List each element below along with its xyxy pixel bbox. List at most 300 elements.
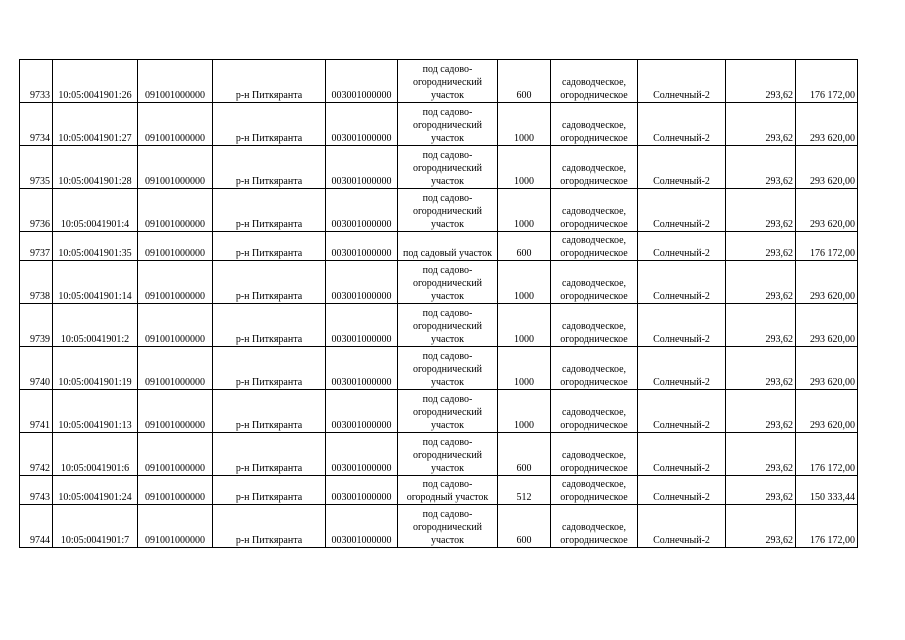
row-number-cell xyxy=(20,261,53,304)
cadastral-rate-cell xyxy=(726,60,796,103)
okato-code-cell-text: 091001000000 xyxy=(145,334,205,345)
cadastral-value-cell-text: 293 620,00 xyxy=(810,219,855,230)
settlement-cell xyxy=(638,60,726,103)
oktmo-code-cell xyxy=(326,347,398,390)
okato-code-cell xyxy=(138,505,213,548)
okato-code-cell xyxy=(138,146,213,189)
permitted-use-cell-line: под садово- xyxy=(422,509,473,520)
table-row xyxy=(20,146,858,189)
district-cell-text: р-н Питкяранта xyxy=(235,492,303,503)
cadastral-number-cell-text: 10:05:0041901:4 xyxy=(60,219,130,230)
cadastral-number-cell-text: 10:05:0041901:2 xyxy=(60,334,130,345)
settlement-cell-text: Солнечный-2 xyxy=(653,377,710,388)
oktmo-code-cell-text: 003001000000 xyxy=(331,334,392,345)
settlement-cell xyxy=(638,304,726,347)
cadastral-rate-cell-text: 293,62 xyxy=(765,90,793,101)
area-cell xyxy=(498,390,551,433)
land-category-cell-line: огородническое xyxy=(560,133,628,144)
area-cell xyxy=(498,232,551,261)
district-cell xyxy=(213,476,326,505)
row-number-cell xyxy=(20,433,53,476)
okato-code-cell xyxy=(138,103,213,146)
area-cell-text: 600 xyxy=(516,248,532,259)
settlement-cell-text: Солнечный-2 xyxy=(653,463,710,474)
district-cell-text: р-н Питкяранта xyxy=(235,133,303,144)
land-category-cell-line: огородническое xyxy=(560,291,628,302)
table-row xyxy=(20,261,858,304)
okato-code-cell xyxy=(138,304,213,347)
cadastral-value-cell-text: 293 620,00 xyxy=(810,291,855,302)
cadastral-rate-cell-text: 293,62 xyxy=(765,420,793,431)
cadastral-rate-cell xyxy=(726,103,796,146)
okato-code-cell xyxy=(138,433,213,476)
cadastral-number-cell-text: 10:05:0041901:35 xyxy=(58,248,132,259)
cadastral-value-cell xyxy=(796,60,858,103)
okato-code-cell-text: 091001000000 xyxy=(145,248,205,259)
permitted-use-cell-line: участок xyxy=(430,463,464,474)
land-category-cell-line: огородническое xyxy=(560,463,628,474)
district-cell-text: р-н Питкяранта xyxy=(235,90,303,101)
permitted-use-cell-line: участок xyxy=(430,377,464,388)
cadastral-rate-cell-text: 293,62 xyxy=(765,219,793,230)
settlement-cell-text: Солнечный-2 xyxy=(653,291,710,302)
settlement-cell-text: Солнечный-2 xyxy=(653,420,710,431)
land-category-cell xyxy=(551,476,638,505)
cadastral-number-cell xyxy=(53,505,138,548)
area-cell-text: 1000 xyxy=(514,334,534,345)
land-category-cell-line: садоводческое, xyxy=(561,364,627,375)
table-row xyxy=(20,476,858,505)
permitted-use-cell xyxy=(398,304,498,347)
permitted-use-cell-line: под садово- xyxy=(422,351,473,362)
row-number-cell-text: 9735 xyxy=(30,176,50,187)
permitted-use-cell xyxy=(398,476,498,505)
settlement-cell-text: Солнечный-2 xyxy=(653,248,710,259)
row-number-cell-text: 9739 xyxy=(30,334,50,345)
cadastral-number-cell xyxy=(53,60,138,103)
permitted-use-cell-line: под садово- xyxy=(422,193,473,204)
district-cell-text: р-н Питкяранта xyxy=(235,463,303,474)
land-category-cell-line: садоводческое, xyxy=(561,120,627,131)
oktmo-code-cell-text: 003001000000 xyxy=(331,377,392,388)
okato-code-cell-text: 091001000000 xyxy=(145,377,205,388)
settlement-cell xyxy=(638,476,726,505)
land-category-cell-line: огородническое xyxy=(560,420,628,431)
cadastral-number-cell xyxy=(53,347,138,390)
permitted-use-cell xyxy=(398,433,498,476)
table-row xyxy=(20,390,858,433)
permitted-use-cell-line: под садово- xyxy=(422,265,473,276)
cadastral-number-cell-text: 10:05:0041901:24 xyxy=(58,492,132,503)
okato-code-cell xyxy=(138,189,213,232)
district-cell-text: р-н Питкяранта xyxy=(235,334,303,345)
cadastral-number-cell-text: 10:05:0041901:26 xyxy=(58,90,132,101)
land-category-cell xyxy=(551,232,638,261)
permitted-use-cell-line: участок xyxy=(430,535,464,546)
settlement-cell-text: Солнечный-2 xyxy=(653,492,710,503)
settlement-cell-text: Солнечный-2 xyxy=(653,176,710,187)
oktmo-code-cell xyxy=(326,232,398,261)
area-cell xyxy=(498,103,551,146)
cadastral-number-cell-text: 10:05:0041901:13 xyxy=(58,420,132,431)
permitted-use-cell-line: под садово- xyxy=(422,394,473,405)
settlement-cell xyxy=(638,261,726,304)
okato-code-cell xyxy=(138,476,213,505)
row-number-cell xyxy=(20,390,53,433)
cadastral-number-cell-text: 10:05:0041901:27 xyxy=(58,133,132,144)
cadastral-rate-cell xyxy=(726,189,796,232)
cadastral-value-cell xyxy=(796,433,858,476)
district-cell-text: р-н Питкяранта xyxy=(235,420,303,431)
permitted-use-cell-line: участок xyxy=(430,133,464,144)
district-cell-text: р-н Питкяранта xyxy=(235,176,303,187)
row-number-cell-text: 9733 xyxy=(30,90,50,101)
oktmo-code-cell-text: 003001000000 xyxy=(331,535,392,546)
cadastral-value-cell xyxy=(796,390,858,433)
district-cell xyxy=(213,261,326,304)
district-cell xyxy=(213,146,326,189)
permitted-use-cell-line: огороднический xyxy=(412,407,483,418)
permitted-use-cell xyxy=(398,232,498,261)
cadastral-rate-cell xyxy=(726,347,796,390)
cadastral-value-cell xyxy=(796,232,858,261)
permitted-use-cell xyxy=(398,189,498,232)
land-category-cell xyxy=(551,146,638,189)
cadastral-number-cell xyxy=(53,189,138,232)
okato-code-cell xyxy=(138,390,213,433)
row-number-cell-text: 9734 xyxy=(30,133,50,144)
area-cell-text: 512 xyxy=(516,492,532,503)
permitted-use-cell-line: огороднический xyxy=(412,163,483,174)
table-row xyxy=(20,60,858,103)
land-category-cell-line: садоводческое, xyxy=(561,278,627,289)
cadastral-value-cell-text: 293 620,00 xyxy=(810,133,855,144)
area-cell xyxy=(498,505,551,548)
settlement-cell xyxy=(638,146,726,189)
land-category-cell xyxy=(551,304,638,347)
row-number-cell-text: 9744 xyxy=(30,535,50,546)
permitted-use-cell xyxy=(398,103,498,146)
permitted-use-cell-line: огороднический xyxy=(412,206,483,217)
district-cell-text: р-н Питкяранта xyxy=(235,248,303,259)
permitted-use-cell-line: под садово- xyxy=(422,150,473,161)
district-cell xyxy=(213,347,326,390)
area-cell xyxy=(498,304,551,347)
cadastral-value-cell-text: 150 333,44 xyxy=(810,492,855,503)
area-cell-text: 1000 xyxy=(514,176,534,187)
row-number-cell xyxy=(20,103,53,146)
okato-code-cell-text: 091001000000 xyxy=(145,90,205,101)
cadastral-number-cell xyxy=(53,232,138,261)
land-category-cell-line: садоводческое, xyxy=(561,321,627,332)
settlement-cell-text: Солнечный-2 xyxy=(653,219,710,230)
oktmo-code-cell xyxy=(326,390,398,433)
permitted-use-cell-line: под садово- xyxy=(422,64,473,75)
area-cell-text: 1000 xyxy=(514,291,534,302)
land-category-cell-line: садоводческое, xyxy=(561,206,627,217)
permitted-use-cell xyxy=(398,146,498,189)
area-cell-text: 600 xyxy=(516,90,532,101)
oktmo-code-cell-text: 003001000000 xyxy=(331,420,392,431)
cadastral-value-cell xyxy=(796,347,858,390)
settlement-cell-text: Солнечный-2 xyxy=(653,334,710,345)
permitted-use-cell-line: участок xyxy=(430,176,464,187)
district-cell xyxy=(213,103,326,146)
cadastral-rate-cell-text: 293,62 xyxy=(765,377,793,388)
okato-code-cell-text: 091001000000 xyxy=(145,535,205,546)
cadastral-number-cell-text: 10:05:0041901:7 xyxy=(60,535,130,546)
cadastral-rate-cell xyxy=(726,433,796,476)
cadastral-rate-cell xyxy=(726,232,796,261)
row-number-cell-text: 9737 xyxy=(30,248,50,259)
cadastral-value-cell xyxy=(796,189,858,232)
okato-code-cell-text: 091001000000 xyxy=(145,219,205,230)
table-body xyxy=(20,60,858,548)
land-category-cell xyxy=(551,433,638,476)
okato-code-cell xyxy=(138,60,213,103)
cadastral-value-cell xyxy=(796,476,858,505)
row-number-cell-text: 9736 xyxy=(30,219,50,230)
table-row xyxy=(20,189,858,232)
cadastral-value-cell-text: 293 620,00 xyxy=(810,334,855,345)
cadastral-rate-cell xyxy=(726,146,796,189)
land-category-cell-line: садоводческое, xyxy=(561,407,627,418)
okato-code-cell-text: 091001000000 xyxy=(145,176,205,187)
area-cell xyxy=(498,261,551,304)
land-category-cell-line: садоводческое, xyxy=(561,522,627,533)
land-category-cell xyxy=(551,189,638,232)
okato-code-cell xyxy=(138,347,213,390)
cadastral-value-cell-text: 293 620,00 xyxy=(810,377,855,388)
cadastral-value-cell-text: 176 172,00 xyxy=(810,535,855,546)
area-cell xyxy=(498,146,551,189)
permitted-use-cell-line: огороднический xyxy=(412,77,483,88)
area-cell-text: 600 xyxy=(516,535,532,546)
land-category-cell-line: огородническое xyxy=(560,248,628,259)
cadastral-number-cell xyxy=(53,390,138,433)
land-category-cell-line: садоводческое, xyxy=(561,163,627,174)
oktmo-code-cell-text: 003001000000 xyxy=(331,463,392,474)
row-number-cell-text: 9741 xyxy=(30,420,50,431)
cadastral-rate-cell-text: 293,62 xyxy=(765,334,793,345)
table-row xyxy=(20,505,858,548)
cadastral-rate-cell xyxy=(726,261,796,304)
area-cell xyxy=(498,347,551,390)
cadastral-number-cell xyxy=(53,476,138,505)
oktmo-code-cell-text: 003001000000 xyxy=(331,90,392,101)
okato-code-cell xyxy=(138,232,213,261)
area-cell-text: 1000 xyxy=(514,219,534,230)
okato-code-cell-text: 091001000000 xyxy=(145,492,205,503)
oktmo-code-cell xyxy=(326,304,398,347)
permitted-use-cell-line: огороднический xyxy=(412,321,483,332)
permitted-use-cell xyxy=(398,505,498,548)
land-category-cell-line: садоводческое, xyxy=(561,77,627,88)
land-category-cell-line: огородническое xyxy=(560,90,628,101)
district-cell-text: р-н Питкяранта xyxy=(235,219,303,230)
settlement-cell-text: Солнечный-2 xyxy=(653,133,710,144)
oktmo-code-cell xyxy=(326,146,398,189)
cadastral-number-cell xyxy=(53,433,138,476)
permitted-use-cell-line: огороднический xyxy=(412,278,483,289)
district-cell xyxy=(213,232,326,261)
row-number-cell-text: 9738 xyxy=(30,291,50,302)
oktmo-code-cell-text: 003001000000 xyxy=(331,248,392,259)
permitted-use-cell-line: огороднический xyxy=(412,450,483,461)
row-number-cell xyxy=(20,232,53,261)
land-category-cell xyxy=(551,60,638,103)
cadastral-rate-cell xyxy=(726,304,796,347)
settlement-cell xyxy=(638,232,726,261)
land-registry-table xyxy=(19,59,858,548)
land-category-cell xyxy=(551,103,638,146)
oktmo-code-cell xyxy=(326,189,398,232)
table-row xyxy=(20,347,858,390)
table-row xyxy=(20,103,858,146)
row-number-cell-text: 9740 xyxy=(30,377,50,388)
row-number-cell xyxy=(20,304,53,347)
settlement-cell xyxy=(638,189,726,232)
settlement-cell xyxy=(638,103,726,146)
area-cell-text: 600 xyxy=(516,463,532,474)
area-cell-text: 1000 xyxy=(514,377,534,388)
row-number-cell xyxy=(20,146,53,189)
district-cell-text: р-н Питкяранта xyxy=(235,377,303,388)
district-cell xyxy=(213,60,326,103)
district-cell-text: р-н Питкяранта xyxy=(235,535,303,546)
permitted-use-cell-line: участок xyxy=(430,420,464,431)
permitted-use-cell-line: под садово- xyxy=(422,437,473,448)
land-category-cell-line: огородническое xyxy=(560,492,628,503)
permitted-use-cell xyxy=(398,390,498,433)
cadastral-value-cell-text: 176 172,00 xyxy=(810,90,855,101)
permitted-use-cell-line: под садово- xyxy=(422,107,473,118)
cadastral-value-cell xyxy=(796,146,858,189)
cadastral-number-cell xyxy=(53,146,138,189)
table-row xyxy=(20,232,858,261)
cadastral-rate-cell-text: 293,62 xyxy=(765,133,793,144)
land-category-cell-line: огородническое xyxy=(560,377,628,388)
settlement-cell xyxy=(638,347,726,390)
cadastral-rate-cell-text: 293,62 xyxy=(765,291,793,302)
area-cell xyxy=(498,433,551,476)
land-category-cell xyxy=(551,505,638,548)
row-number-cell xyxy=(20,476,53,505)
row-number-cell xyxy=(20,189,53,232)
permitted-use-cell-line: под садово- xyxy=(422,479,473,490)
okato-code-cell-text: 091001000000 xyxy=(145,463,205,474)
oktmo-code-cell xyxy=(326,433,398,476)
cadastral-number-cell-text: 10:05:0041901:14 xyxy=(58,291,132,302)
permitted-use-cell xyxy=(398,261,498,304)
cadastral-value-cell-text: 293 620,00 xyxy=(810,420,855,431)
permitted-use-cell-line: под садовый участок xyxy=(402,248,493,259)
row-number-cell-text: 9743 xyxy=(30,492,50,503)
cadastral-rate-cell-text: 293,62 xyxy=(765,176,793,187)
row-number-cell xyxy=(20,347,53,390)
table-row xyxy=(20,433,858,476)
cadastral-rate-cell-text: 293,62 xyxy=(765,535,793,546)
land-category-cell-line: садоводческое, xyxy=(561,450,627,461)
settlement-cell-text: Солнечный-2 xyxy=(653,535,710,546)
cadastral-value-cell-text: 176 172,00 xyxy=(810,248,855,259)
land-category-cell-line: огородническое xyxy=(560,176,628,187)
cadastral-number-cell-text: 10:05:0041901:28 xyxy=(58,176,132,187)
cadastral-rate-cell-text: 293,62 xyxy=(765,492,793,503)
permitted-use-cell-line: участок xyxy=(430,219,464,230)
cadastral-value-cell-text: 176 172,00 xyxy=(810,463,855,474)
oktmo-code-cell xyxy=(326,60,398,103)
cadastral-number-cell-text: 10:05:0041901:6 xyxy=(60,463,130,474)
permitted-use-cell xyxy=(398,60,498,103)
oktmo-code-cell xyxy=(326,505,398,548)
cadastral-rate-cell xyxy=(726,505,796,548)
permitted-use-cell-line: огороднический xyxy=(412,364,483,375)
district-cell xyxy=(213,390,326,433)
permitted-use-cell-line: огороднический xyxy=(412,120,483,131)
okato-code-cell-text: 091001000000 xyxy=(145,420,205,431)
cadastral-value-cell xyxy=(796,261,858,304)
cadastral-number-cell xyxy=(53,304,138,347)
permitted-use-cell xyxy=(398,347,498,390)
land-category-cell xyxy=(551,347,638,390)
land-category-cell-line: садоводческое, xyxy=(561,479,627,490)
area-cell xyxy=(498,189,551,232)
cadastral-value-cell xyxy=(796,304,858,347)
row-number-cell xyxy=(20,60,53,103)
table-row xyxy=(20,304,858,347)
cadastral-rate-cell-text: 293,62 xyxy=(765,463,793,474)
settlement-cell-text: Солнечный-2 xyxy=(653,90,710,101)
cadastral-value-cell xyxy=(796,505,858,548)
area-cell xyxy=(498,476,551,505)
oktmo-code-cell-text: 003001000000 xyxy=(331,176,392,187)
permitted-use-cell-line: под садово- xyxy=(422,308,473,319)
district-cell-text: р-н Питкяранта xyxy=(235,291,303,302)
permitted-use-cell-line: огороднический xyxy=(412,522,483,533)
cadastral-rate-cell-text: 293,62 xyxy=(765,248,793,259)
cadastral-number-cell-text: 10:05:0041901:19 xyxy=(58,377,132,388)
permitted-use-cell-line: участок xyxy=(430,291,464,302)
okato-code-cell-text: 091001000000 xyxy=(145,291,205,302)
permitted-use-cell-line: участок xyxy=(430,334,464,345)
settlement-cell xyxy=(638,505,726,548)
district-cell xyxy=(213,433,326,476)
oktmo-code-cell xyxy=(326,476,398,505)
land-category-cell xyxy=(551,390,638,433)
area-cell-text: 1000 xyxy=(514,420,534,431)
land-category-cell-line: огородническое xyxy=(560,334,628,345)
okato-code-cell xyxy=(138,261,213,304)
cadastral-number-cell xyxy=(53,103,138,146)
oktmo-code-cell-text: 003001000000 xyxy=(331,492,392,503)
oktmo-code-cell-text: 003001000000 xyxy=(331,219,392,230)
district-cell xyxy=(213,189,326,232)
oktmo-code-cell xyxy=(326,103,398,146)
permitted-use-cell-line: участок xyxy=(430,90,464,101)
cadastral-value-cell-text: 293 620,00 xyxy=(810,176,855,187)
settlement-cell xyxy=(638,433,726,476)
settlement-cell xyxy=(638,390,726,433)
land-category-cell-line: огородническое xyxy=(560,535,628,546)
oktmo-code-cell xyxy=(326,261,398,304)
row-number-cell xyxy=(20,505,53,548)
land-category-cell-line: садоводческое, xyxy=(561,235,627,246)
permitted-use-cell-line: огородный участок xyxy=(406,492,489,503)
area-cell xyxy=(498,60,551,103)
okato-code-cell-text: 091001000000 xyxy=(145,133,205,144)
district-cell xyxy=(213,505,326,548)
